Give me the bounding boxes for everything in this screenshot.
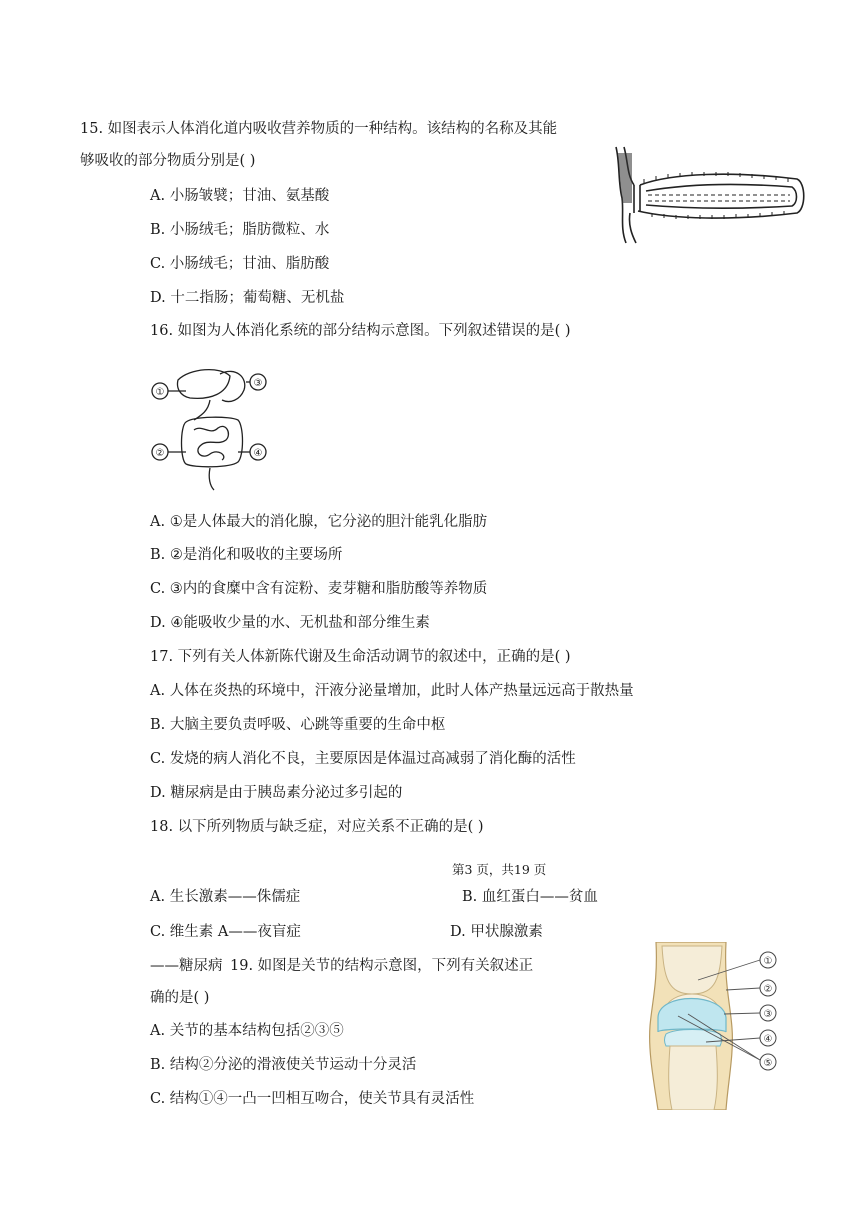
q18-option-a: A. 生长激素——侏儒症 xyxy=(150,889,301,905)
q15-stem-line1: 15. 如图表示人体消化道内吸收营养物质的一种结构。该结构的名称及其能 xyxy=(80,121,558,137)
page-footer: 第3 页，共19 页 xyxy=(452,862,547,877)
q16-option-b: B. ②是消化和吸收的主要场所 xyxy=(150,547,343,563)
q17-option-a: A. 人体在炎热的环境中，汗液分泌量增加，此时人体产热量远远高于散热量 xyxy=(150,683,634,699)
q19-label-2: ② xyxy=(763,984,773,995)
q15-option-d: D. 十二指肠；葡萄糖、无机盐 xyxy=(150,290,345,306)
q17-stem: 17. 下列有关人体新陈代谢及生命活动调节的叙述中，正确的是( ) xyxy=(150,649,571,665)
q19-label-1: ① xyxy=(763,956,773,967)
q15-option-a: A. 小肠皱襞；甘油、氨基酸 xyxy=(150,188,330,204)
q16-label-1: ① xyxy=(155,387,165,398)
q15-stem-line2: 够吸收的部分物质分别是( ) xyxy=(80,153,256,169)
q19-label-4: ④ xyxy=(763,1034,773,1045)
q18-option-d: D. 甲状腺激素 xyxy=(450,924,543,940)
q16-option-d: D. ④能吸收少量的水、无机盐和部分维生素 xyxy=(150,615,430,631)
q16-label-4: ④ xyxy=(253,448,263,459)
q16-label-3: ③ xyxy=(253,378,263,389)
q17-option-d: D. 糖尿病是由于胰岛素分泌过多引起的 xyxy=(150,785,403,801)
q18-stem: 18. 以下所列物质与缺乏症，对应关系不正确的是( ) xyxy=(150,819,484,835)
q17-option-b: B. 大脑主要负责呼吸、心跳等重要的生命中枢 xyxy=(150,717,446,733)
q19-option-a: A. 关节的基本结构包括②③⑤ xyxy=(150,1023,344,1039)
joint-figure xyxy=(628,942,788,1110)
q16-stem: 16. 如图为人体消化系统的部分结构示意图。下列叙述错误的是( ) xyxy=(150,323,571,339)
q19-stem-part2: 确的是( ) xyxy=(150,990,210,1006)
q19-label-3: ③ xyxy=(763,1009,773,1020)
q18-option-d-continued: ——糖尿病 xyxy=(150,958,223,974)
q19-option-c: C. 结构①④一凸一凹相互吻合，使关节具有灵活性 xyxy=(150,1091,475,1107)
q19-label-5: ⑤ xyxy=(763,1058,773,1069)
q19-stem-part1: 19. 如图是关节的结构示意图，下列有关叙述正 xyxy=(230,958,534,974)
q17-option-c: C. 发烧的病人消化不良，主要原因是体温过高减弱了消化酶的活性 xyxy=(150,751,576,767)
q19-option-b: B. 结构②分泌的滑液使关节运动十分灵活 xyxy=(150,1057,417,1073)
villus-figure xyxy=(612,143,807,246)
q18-option-c: C. 维生素 A——夜盲症 xyxy=(150,924,301,940)
digestive-system-figure xyxy=(150,360,275,495)
q18-option-b: B. 血红蛋白——贫血 xyxy=(462,889,598,905)
q16-option-c: C. ③内的食糜中含有淀粉、麦芽糖和脂肪酸等养物质 xyxy=(150,581,488,597)
q16-label-2: ② xyxy=(155,448,165,459)
q15-option-c: C. 小肠绒毛；甘油、脂肪酸 xyxy=(150,256,330,272)
q16-option-a: A. ①是人体最大的消化腺，它分泌的胆汁能乳化脂肪 xyxy=(150,514,488,530)
q15-option-b: B. 小肠绒毛；脂肪微粒、水 xyxy=(150,222,330,238)
